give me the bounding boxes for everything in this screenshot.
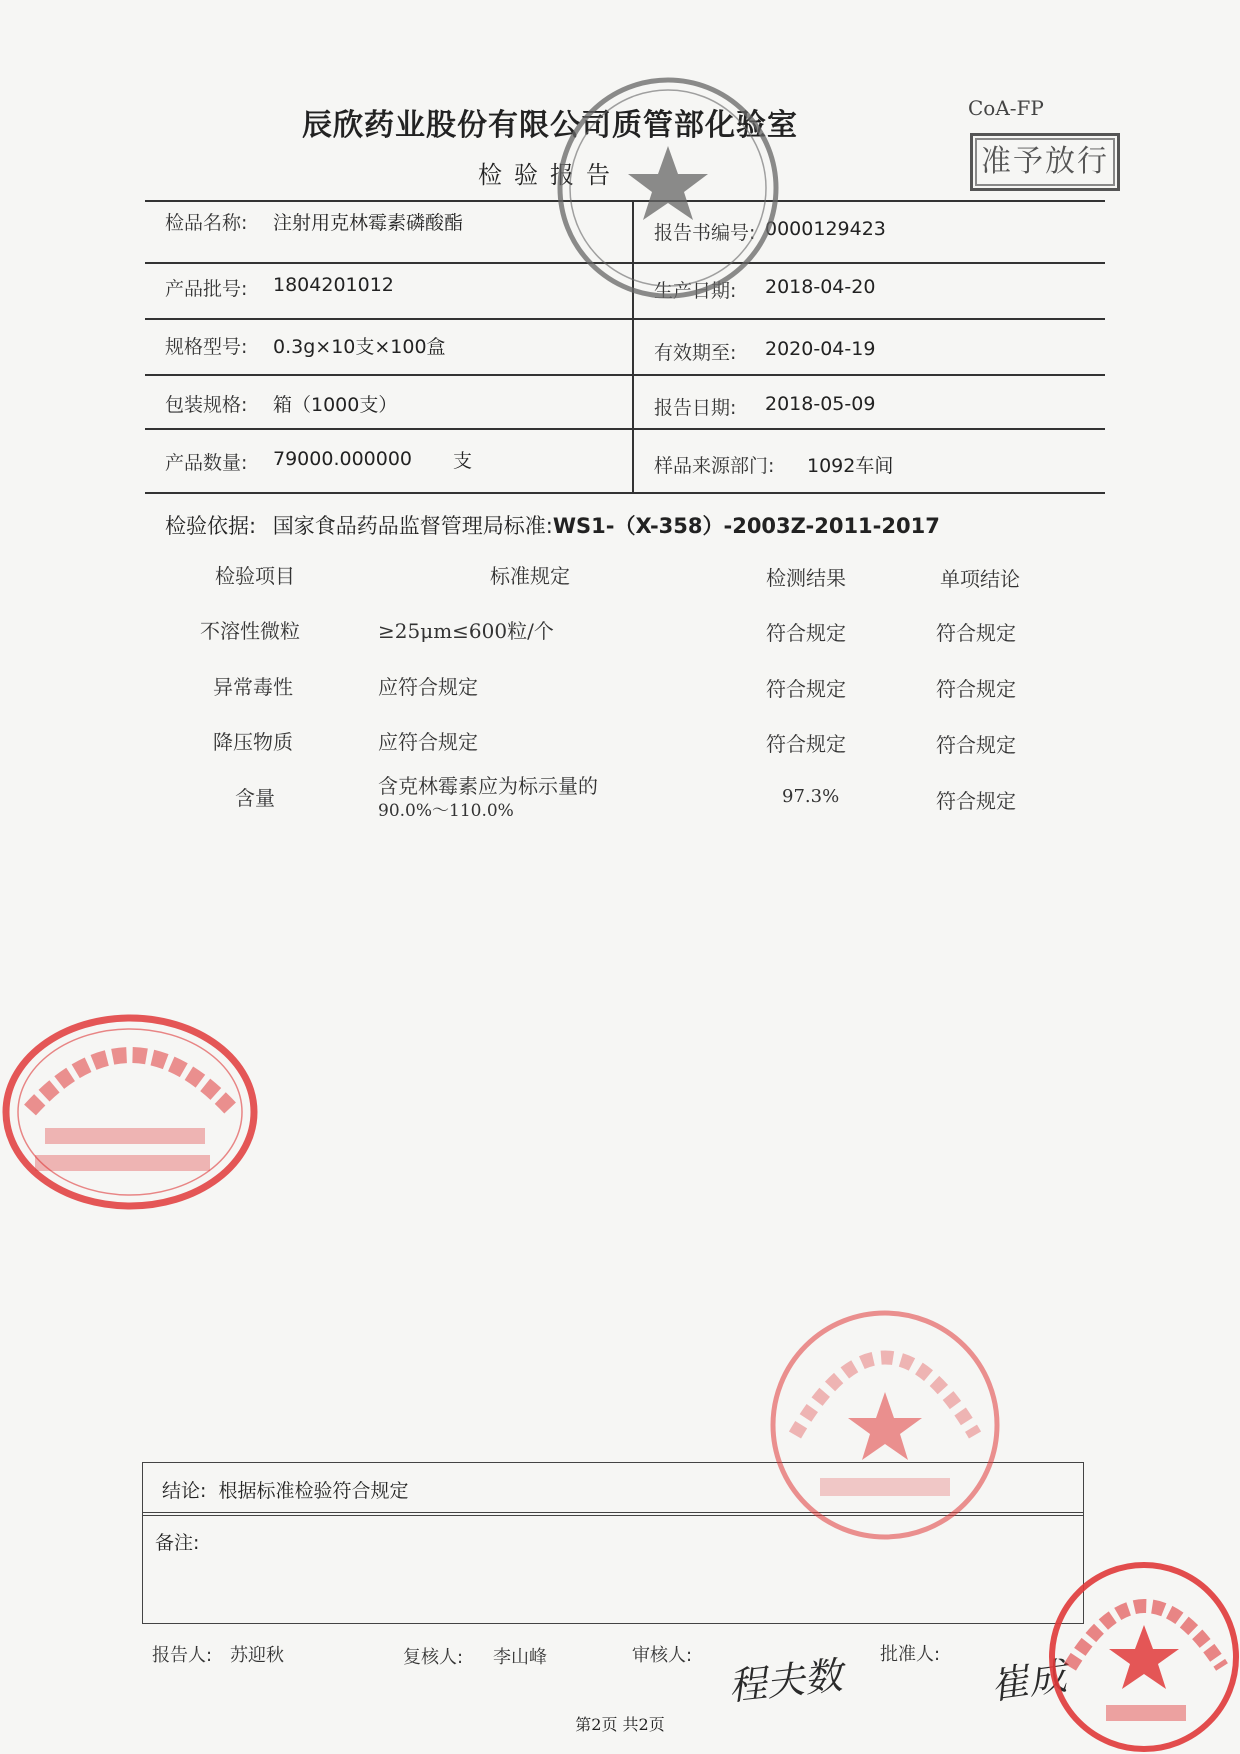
pack-label: 包装规格: xyxy=(165,394,248,416)
header-standard: 标准规定 xyxy=(490,564,570,588)
source-dept: 1092车间 xyxy=(807,455,894,477)
approver-label: 批准人: xyxy=(880,1644,941,1665)
divider xyxy=(145,492,1105,494)
row-item: 不溶性微粒 xyxy=(200,619,300,643)
row-item: 异常毒性 xyxy=(213,675,293,699)
prod-date: 2018-04-20 xyxy=(765,276,876,298)
header-result: 检测结果 xyxy=(766,566,846,590)
distributor-seal-stamp xyxy=(0,1010,260,1215)
basis-text: 国家食品药品监督管理局标准: xyxy=(272,514,553,538)
company-seal-stamp xyxy=(760,1300,1010,1550)
divider xyxy=(145,318,1105,320)
divider xyxy=(145,428,1105,430)
basis-code: WS1-（X-358）-2003Z-2011-2017 xyxy=(552,514,940,538)
row-standard: 应符合规定 xyxy=(378,730,478,754)
reporter-name: 苏迎秋 xyxy=(230,1645,284,1666)
header-conclusion: 单项结论 xyxy=(940,567,1020,591)
row-item: 降压物质 xyxy=(213,730,293,754)
reviewer-signature: 程夫数 xyxy=(726,1653,845,1709)
batch-label: 产品批号: xyxy=(165,278,248,300)
row-conclusion: 符合规定 xyxy=(936,733,1016,757)
qty: 79000.000000 xyxy=(273,448,413,470)
reviewer-label: 审核人: xyxy=(632,1645,693,1666)
row-standard-range: 90.0%～110.0% xyxy=(378,801,514,821)
header-item: 检验项目 xyxy=(215,564,295,588)
buyer-seal-stamp xyxy=(1032,1545,1240,1754)
qty-label: 产品数量: xyxy=(165,452,248,474)
remarks-label: 备注: xyxy=(155,1532,200,1554)
conclusion-label: 结论: xyxy=(162,1480,207,1502)
expiry-date: 2020-04-19 xyxy=(765,338,876,360)
divider xyxy=(145,374,1105,376)
checker-label: 复核人: xyxy=(403,1647,464,1668)
qty-unit: 支 xyxy=(453,450,473,472)
product-name: 注射用克林霉素磷酸酯 xyxy=(273,212,464,234)
row-item: 含量 xyxy=(235,786,275,810)
document-code: CoA-FP xyxy=(968,96,1044,120)
spec: 0.3g×10支×100盒 xyxy=(273,336,446,358)
row-result: 符合规定 xyxy=(766,732,846,756)
basis-label: 检验依据: xyxy=(165,514,257,538)
expiry-label: 有效期至: xyxy=(654,342,737,364)
report-subtitle: 检验报告 xyxy=(478,161,622,189)
pack-spec: 箱（1000支） xyxy=(273,394,398,416)
row-result: 97.3% xyxy=(782,786,840,807)
product-name-label: 检品名称: xyxy=(165,212,248,234)
spec-label: 规格型号: xyxy=(165,336,248,358)
report-no-label: 报告书编号: xyxy=(654,222,756,244)
reporter-label: 报告人: xyxy=(152,1645,213,1666)
row-conclusion: 符合规定 xyxy=(936,677,1016,701)
prod-date-label: 生产日期: xyxy=(654,280,737,302)
qc-seal-stamp xyxy=(548,68,788,308)
page-number: 第2页 共2页 xyxy=(575,1715,665,1734)
test-basis xyxy=(165,510,940,540)
conclusion-text: 根据标准检验符合规定 xyxy=(218,1480,409,1502)
row-standard: ≥25μm≤600粒/个 xyxy=(378,619,554,643)
row-result: 符合规定 xyxy=(766,677,846,701)
row-standard: 含克林霉素应为标示量的 xyxy=(378,774,598,798)
report-date: 2018-05-09 xyxy=(765,393,876,415)
report-date-label: 报告日期: xyxy=(654,397,737,419)
row-standard: 应符合规定 xyxy=(378,675,478,699)
approver-signature: 崔成 xyxy=(987,1653,1070,1709)
source-label: 样品来源部门: xyxy=(654,455,775,477)
report-title: 辰欣药业股份有限公司质管部化验室 xyxy=(302,108,798,143)
row-result: 符合规定 xyxy=(766,621,846,645)
row-conclusion: 符合规定 xyxy=(936,789,1016,813)
release-stamp: 准予放行 xyxy=(970,133,1120,191)
batch-number: 1804201012 xyxy=(273,274,394,296)
row-conclusion: 符合规定 xyxy=(936,621,1016,645)
report-no: 0000129423 xyxy=(765,218,886,240)
checker-name: 李山峰 xyxy=(493,1647,547,1668)
conclusion-line xyxy=(162,1476,408,1503)
